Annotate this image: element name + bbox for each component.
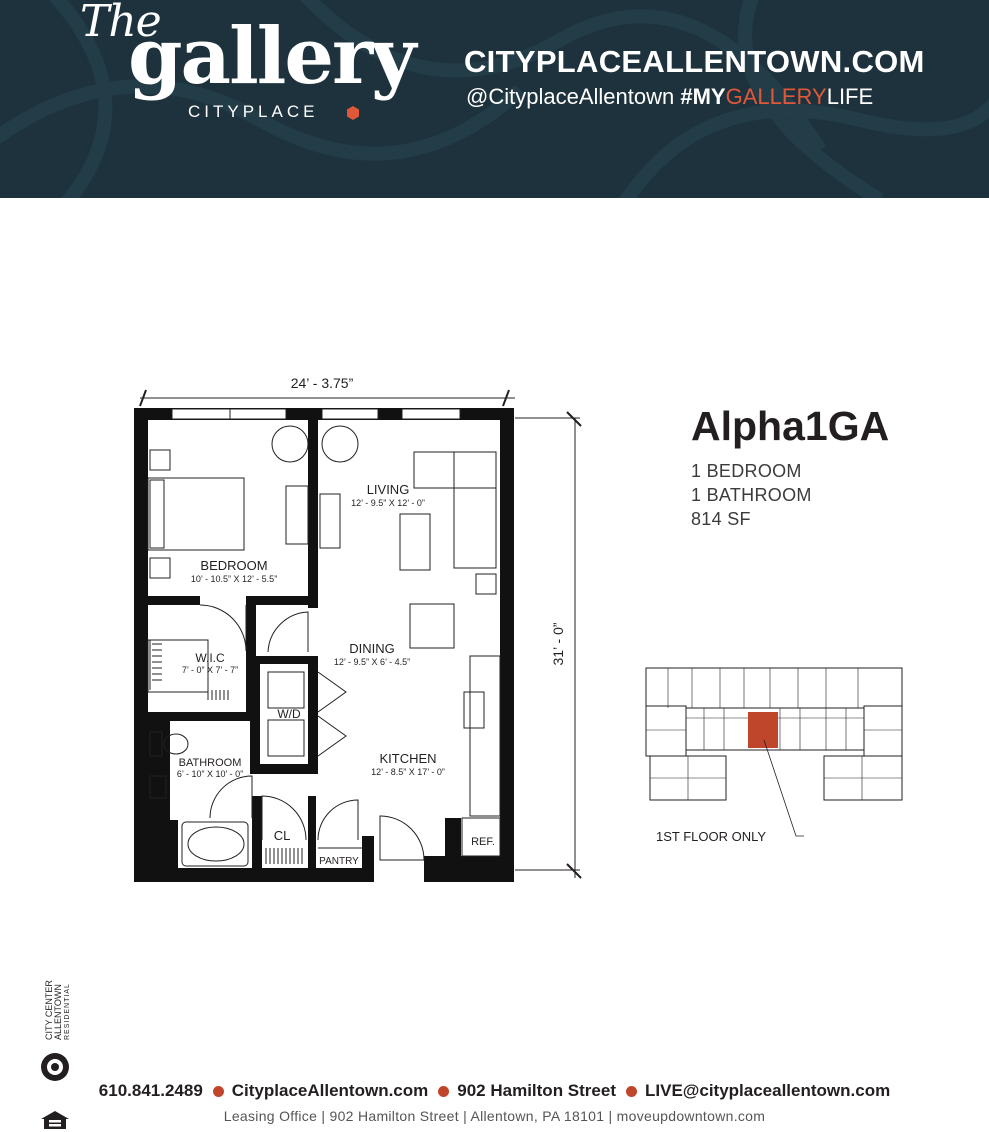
- plan-width-dimension: 24’ - 3.75”: [290, 375, 354, 391]
- side-logo-text: [45, 980, 72, 1040]
- unit-name: Alpha1GA: [691, 403, 890, 449]
- equal-housing-icon: [40, 1110, 70, 1130]
- furniture: [148, 426, 500, 866]
- label-wd: W/D: [277, 707, 301, 721]
- footer-contact-line: [0, 1081, 989, 1101]
- footer-dot-2: [438, 1086, 449, 1097]
- dining-table: [410, 604, 454, 648]
- footer-dot-1: [213, 1086, 224, 1097]
- bed: [148, 478, 244, 550]
- footer-leasing: Leasing Office | 902 Hamilton Street | Allentown, PA 18101 | moveupdowntown.com: [223, 1108, 766, 1124]
- room-name-dining: DINING: [349, 641, 395, 656]
- logo-the: The: [80, 0, 161, 47]
- hashtag-prefix: #MY: [680, 84, 726, 109]
- label-cl: CL: [273, 828, 291, 843]
- hashtag-suffix: LIFE: [826, 84, 874, 109]
- room-size-wic: 7’ - 0” X 7’ - 7”: [181, 665, 239, 675]
- key-plan-unit-highlight: [748, 712, 778, 748]
- room-name-kitchen: KITCHEN: [379, 751, 437, 766]
- room-size-living: 12’ - 9.5” X 12’ - 0”: [351, 498, 425, 508]
- key-plan: [646, 668, 902, 844]
- footer-email[interactable]: LIVE@cityplaceallentown.com: [645, 1081, 891, 1100]
- side-logo-line1: CITY CENTER: [44, 980, 54, 1040]
- hashtag-accent: GALLERY: [725, 84, 827, 109]
- unit-area: 814 SF: [691, 509, 751, 529]
- site-url[interactable]: CITYPLACEALLENTOWN.COM: [464, 44, 925, 79]
- footer-website[interactable]: CityplaceAllentown.com: [231, 1081, 429, 1100]
- footer-dot-3: [626, 1086, 637, 1097]
- room-name-living: LIVING: [366, 482, 410, 497]
- city-center-logo-icon: [38, 1050, 72, 1084]
- logo-gallery: gallery: [128, 11, 415, 102]
- interior-walls: [148, 420, 318, 868]
- room-name-bedroom: BEDROOM: [200, 558, 268, 573]
- room-name-wic: W.I.C: [195, 651, 225, 665]
- dimension-lines: [140, 390, 581, 878]
- room-labels: [177, 482, 495, 867]
- logo-cityplace: CITYPLACE: [188, 102, 319, 121]
- key-plan-label: 1ST FLOOR ONLY: [656, 829, 767, 844]
- label-pantry: PANTRY: [319, 856, 359, 867]
- unit-bedrooms: 1 BEDROOM: [691, 461, 802, 481]
- label-ref: REF.: [471, 836, 495, 848]
- room-size-bedroom: 10’ - 10.5” X 12’ - 5.5”: [190, 574, 278, 584]
- side-logo-line3: RESIDENTIAL: [64, 983, 71, 1040]
- kitchen-counter: [470, 656, 500, 816]
- footer-phone[interactable]: 610.841.2489: [98, 1081, 203, 1100]
- unit-bathrooms: 1 BATHROOM: [691, 485, 812, 505]
- room-size-bathroom: 6’ - 10” X 10’ - 0”: [176, 769, 244, 779]
- footer-address: 902 Hamilton Street: [457, 1081, 616, 1100]
- room-size-kitchen: 12’ - 8.5” X 17’ - 0”: [371, 767, 445, 777]
- room-name-bathroom: BATHROOM: [178, 757, 242, 769]
- room-size-dining: 12’ - 9.5” X 6’ - 4.5”: [333, 657, 411, 667]
- exterior-walls: [134, 408, 514, 882]
- plan-height-dimension: 31’ - 0”: [550, 622, 566, 666]
- social-handle[interactable]: @CityplaceAllentown: [466, 84, 675, 109]
- side-logo-line2: ALLENTOWN: [53, 984, 63, 1040]
- bathtub: [182, 822, 248, 866]
